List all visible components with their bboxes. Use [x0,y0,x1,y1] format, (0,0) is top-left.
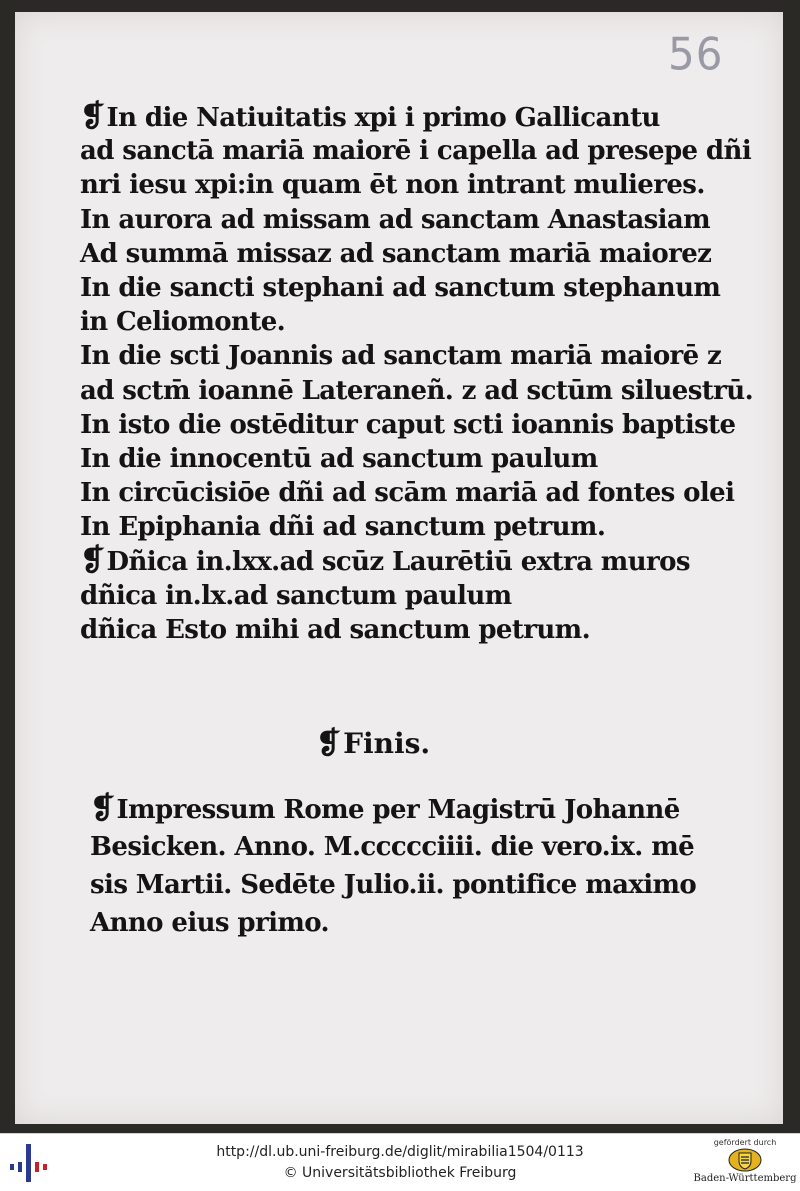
text-line [80,271,721,305]
text-line [80,339,722,373]
text-line-content: In die Natiuitatis xpi i primo Gallicantu [106,103,660,133]
text-line [80,442,680,476]
finis-text: Finis. [343,727,431,760]
colophon-line [90,790,690,828]
permalink-url[interactable]: http://dl.ub.uni-freiburg.de/diglit/mirabilia1504/0113 [216,1144,584,1160]
folio-number: 56 [668,28,724,81]
copyright-text: © Universitätsbibliothek Freiburg [283,1165,517,1181]
colophon-line [90,866,697,904]
colophon-line-content: sis Martii. Sedēte Julio.ii. pontifice maximo [90,870,697,900]
text-line-content: Ad summā missaz ad sanctam mariā maiorez [80,238,712,269]
colophon-line [90,828,695,866]
text-line [80,203,711,237]
text-line [80,476,735,510]
text-line [80,237,712,271]
baden-wuerttemberg-coat-of-arms-icon [728,1148,762,1172]
colophon-line-content: Anno eius primo. [90,908,329,938]
sponsor-bottom-label: Baden-Württemberg [693,1173,797,1184]
text-line [80,305,680,339]
text-line-content: In Epiphania dñi ad sanctum petrum. [80,512,606,543]
text-line [80,579,680,613]
text-line-content: dñica Esto mihi ad sanctum petrum. [80,614,591,645]
text-line-content: nri iesu xpi:in quam ēt non intrant mulieres. [80,170,705,201]
main-text-block [80,99,754,647]
pilcrow-icon: ❡ [316,726,342,761]
colophon-line-content: Besicken. Anno. M.ccccciiii. die vero.ix. mē [90,832,695,862]
finis-heading [316,726,430,761]
sponsor-top-label: gefördert durch [713,1138,777,1147]
text-line-content: dñica in.lx.ad sanctum paulum [80,580,512,611]
text-line-content: In isto die ostēditur caput scti ioannis baptiste [80,409,736,440]
text-line [80,613,680,647]
text-line [80,134,752,168]
text-line [80,100,680,134]
text-line [80,510,680,544]
text-line [80,374,754,408]
colophon-line [90,904,690,942]
text-line [80,168,705,202]
colophon-block [90,790,697,942]
text-line-content: in Celiomonte. [80,307,286,338]
text-line-content: In die innocentū ad sanctum paulum [80,443,598,474]
text-line-content: In die scti Joannis ad sanctam mariā maiorē z [80,341,722,372]
text-line [80,408,736,442]
colophon-line-content: Impressum Rome per Magistrū Johannē [116,795,680,825]
pilcrow-icon: ❡ [80,543,105,579]
viewer-footer [0,1133,800,1191]
text-line-content: ad sanctā mariā maiorē i capella ad presepe dñi [80,136,752,167]
text-line-content: In aurora ad missam ad sanctam Anastasiam [80,204,711,235]
text-line-content: In circūcisiōe dñi ad scām mariā ad fontes olei [80,478,735,509]
text-line-content: Dñica in.lxx.ad scūz Laurētiū extra muros [106,547,690,578]
pilcrow-icon: ❡ [80,99,105,134]
sponsor-block[interactable] [690,1136,800,1191]
pilcrow-icon: ❡ [90,791,115,826]
text-line-content: In die sancti stephani ad sanctum stephanum [80,272,721,303]
text-line-content: ad sctm̄ ioannē Lateraneñ. z ad sctūm siluestrū. [80,375,754,406]
text-line [80,543,690,579]
